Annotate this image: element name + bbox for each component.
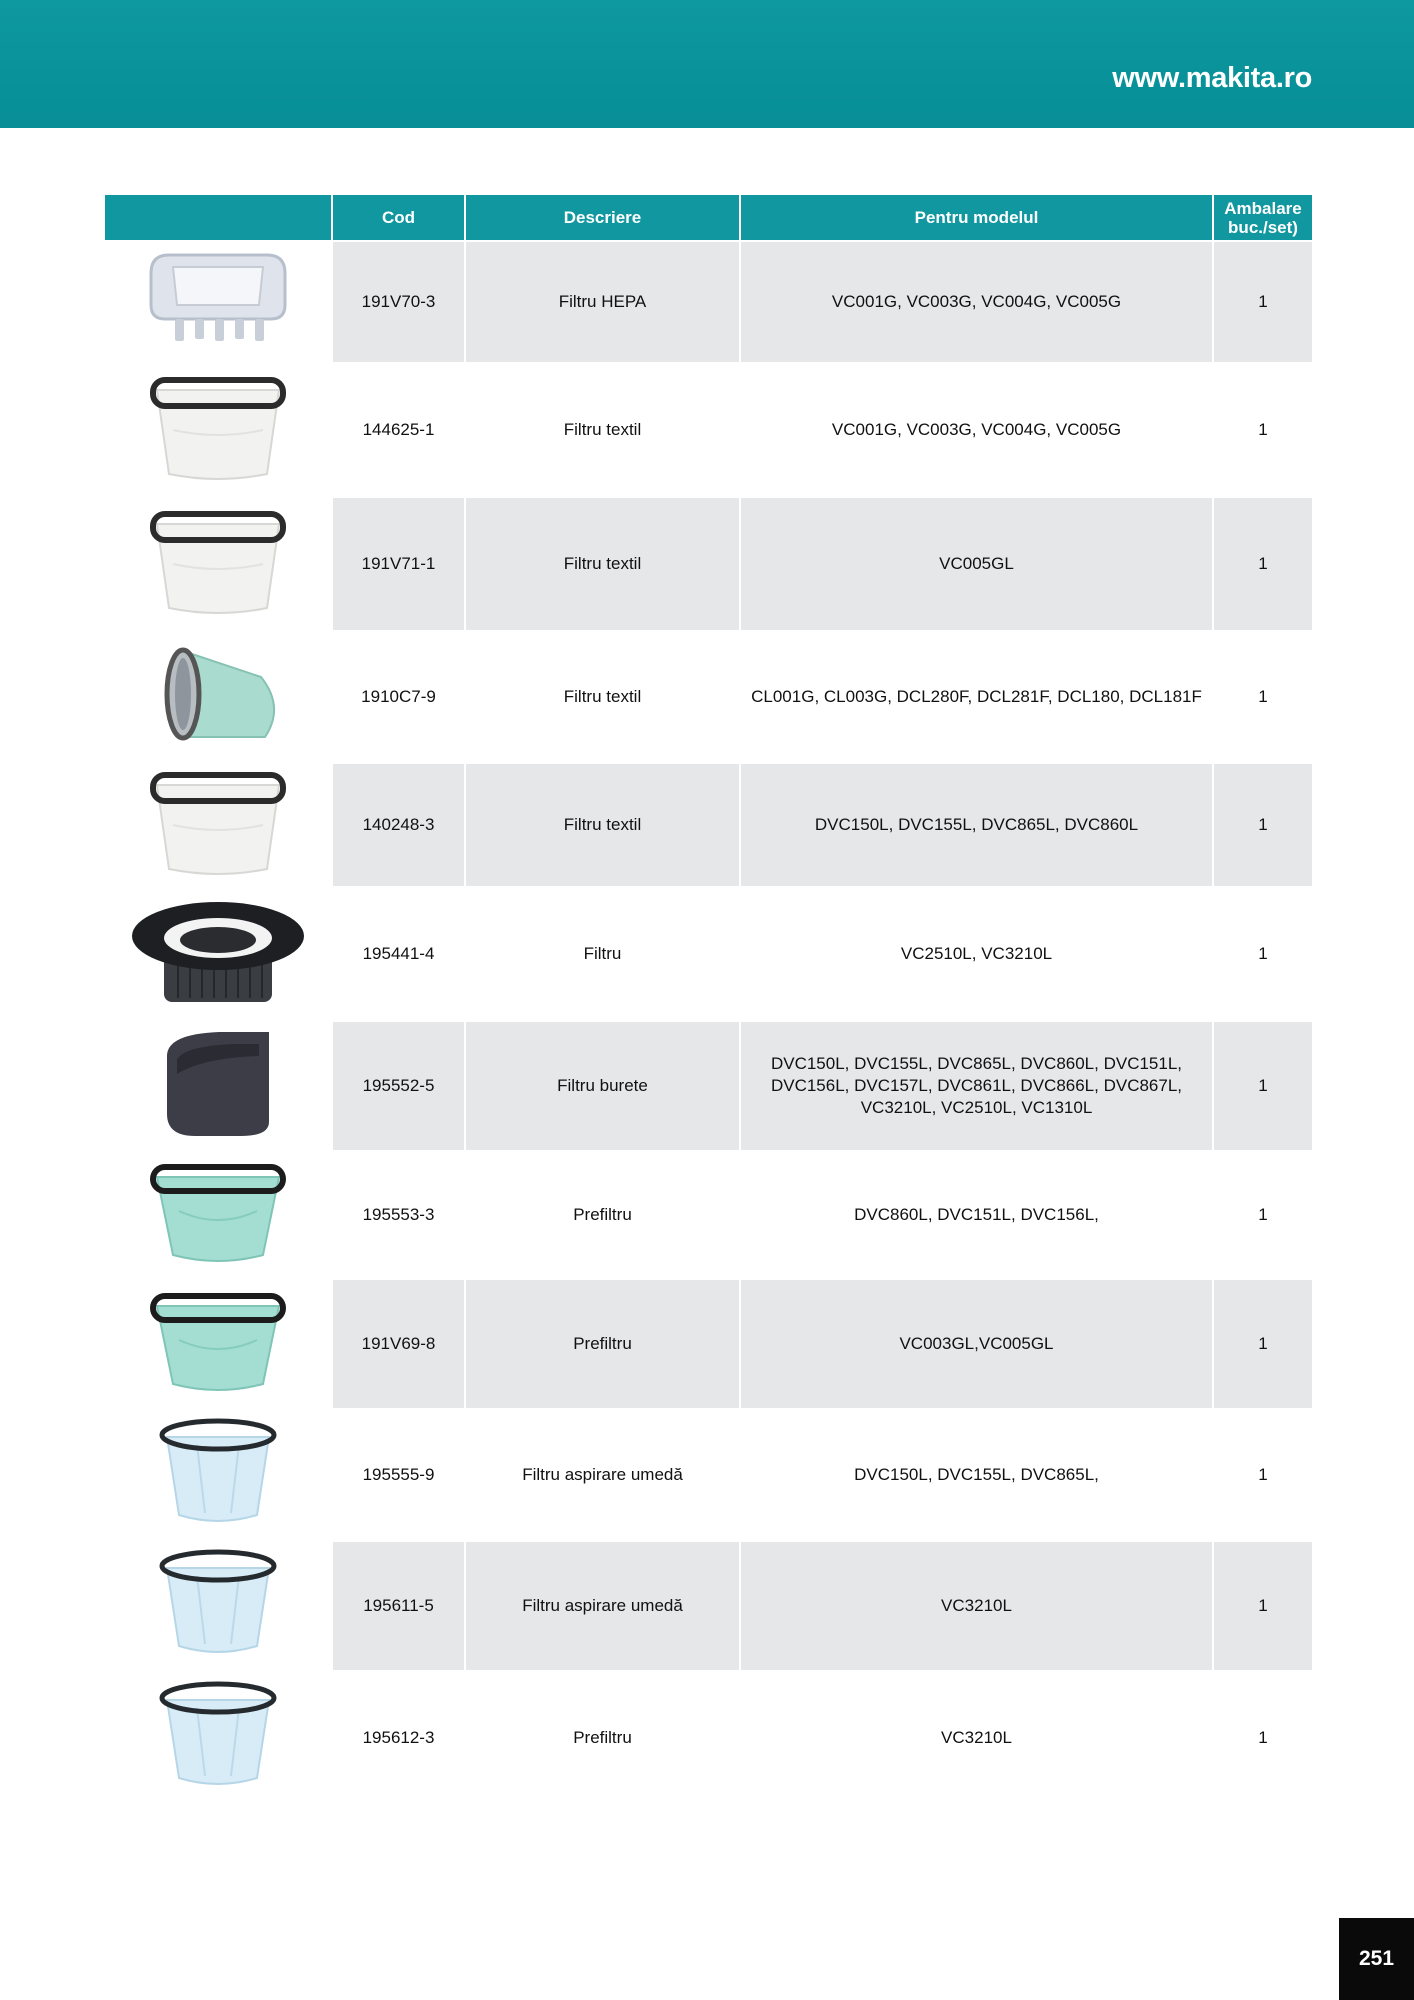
description-cell: Filtru textil	[563, 687, 642, 706]
models-cell: VC2510L, VC3210L	[900, 944, 1053, 963]
pack-cell: 1	[1214, 1022, 1312, 1150]
pack-cell: 1	[1258, 944, 1268, 963]
textile-filter-icon	[143, 765, 293, 885]
pack-cell: 1	[1214, 242, 1312, 362]
header-models: Pentru modelul	[741, 195, 1212, 240]
product-image-cell	[105, 242, 331, 362]
models-cell: VC005GL	[741, 498, 1212, 630]
code-cell: 195612-3	[362, 1728, 435, 1747]
description-cell: Prefiltru	[573, 1205, 632, 1224]
product-image-cell	[105, 1672, 331, 1804]
wet-filter-icon	[153, 1415, 283, 1535]
pack-cell: 1	[1214, 498, 1312, 630]
models-cell: VC001G, VC003G, VC004G, VC005G	[741, 242, 1212, 362]
product-image-cell	[105, 1542, 331, 1670]
models-cell: VC001G, VC003G, VC004G, VC005G	[831, 420, 1122, 439]
product-image-cell	[105, 632, 331, 762]
description-cell: Filtru textil	[466, 764, 739, 886]
code-cell: 191V69-8	[333, 1280, 464, 1408]
code-cell: 195553-3	[362, 1205, 435, 1224]
textile-filter-icon	[143, 370, 293, 490]
product-image-cell	[105, 1022, 331, 1150]
product-image-cell	[105, 888, 331, 1020]
description-cell: Filtru	[583, 944, 622, 963]
code-cell: 1910C7-9	[361, 687, 436, 706]
top-banner	[0, 0, 1414, 128]
cone-textile-filter-icon	[143, 637, 293, 757]
pack-cell: 1	[1258, 420, 1268, 439]
prefilter-icon	[143, 1155, 293, 1275]
product-image-cell	[105, 364, 331, 496]
table-header-row	[105, 195, 1312, 240]
header-description: Descriere	[466, 195, 739, 240]
table-row	[105, 1280, 1312, 1408]
table-row	[105, 364, 1312, 496]
wet-filter-icon	[153, 1678, 283, 1798]
models-cell: DVC150L, DVC155L, DVC865L, DVC860L	[741, 764, 1212, 886]
header-code: Cod	[333, 195, 464, 240]
table-row	[105, 764, 1312, 886]
pack-cell: 1	[1214, 1280, 1312, 1408]
models-cell: VC3210L	[941, 1728, 1012, 1747]
table-row	[105, 1672, 1312, 1804]
code-cell: 195611-5	[333, 1542, 464, 1670]
pack-cell: 1	[1214, 1542, 1312, 1670]
table-row	[105, 1152, 1312, 1278]
header-image	[105, 195, 331, 240]
sponge-filter-icon	[143, 1026, 293, 1146]
product-image-cell	[105, 498, 331, 630]
code-cell: 191V70-3	[333, 242, 464, 362]
code-cell: 195555-9	[362, 1465, 435, 1484]
description-cell: Filtru aspirare umedă	[522, 1465, 683, 1484]
models-cell: CL001G, CL003G, DCL280F, DCL281F, DCL180, DCL181F	[751, 687, 1202, 706]
code-cell: 191V71-1	[333, 498, 464, 630]
product-image-cell	[105, 1410, 331, 1540]
pack-cell: 1	[1258, 1205, 1268, 1224]
pack-cell: 1	[1258, 1465, 1268, 1484]
pack-cell: 1	[1214, 764, 1312, 886]
code-cell: 195552-5	[333, 1022, 464, 1150]
table-row	[105, 1410, 1312, 1540]
description-cell: Filtru aspirare umedă	[466, 1542, 739, 1670]
table-row	[105, 888, 1312, 1020]
table-row	[105, 1022, 1312, 1150]
table-row	[105, 498, 1312, 630]
product-image-cell	[105, 1152, 331, 1278]
models-cell: DVC860L, DVC151L, DVC156L,	[854, 1205, 1099, 1224]
prefilter-icon	[143, 1284, 293, 1404]
page-number: 251	[1339, 1918, 1414, 2000]
models-cell: VC003GL,VC005GL	[741, 1280, 1212, 1408]
header-pack: Ambalare buc./set)	[1214, 195, 1312, 240]
description-cell: Filtru textil	[563, 420, 642, 439]
site-url[interactable]: www.makita.ro	[1112, 62, 1312, 94]
models-cell: DVC150L, DVC155L, DVC865L,	[854, 1465, 1099, 1484]
code-cell: 195441-4	[362, 944, 435, 963]
description-cell: Filtru textil	[466, 498, 739, 630]
description-cell: Prefiltru	[466, 1280, 739, 1408]
description-cell: Prefiltru	[573, 1728, 632, 1747]
product-image-cell	[105, 1280, 331, 1408]
cartridge-filter-icon	[128, 894, 308, 1014]
table-row	[105, 632, 1312, 762]
textile-filter-icon	[143, 504, 293, 624]
table-row	[105, 1542, 1312, 1670]
product-image-cell	[105, 764, 331, 886]
table-row	[105, 242, 1312, 362]
code-cell: 144625-1	[362, 420, 435, 439]
code-cell: 140248-3	[333, 764, 464, 886]
models-cell: DVC150L, DVC155L, DVC865L, DVC860L, DVC151L, DVC156L, DVC157L, DVC861L, DVC866L, DVC867L, VC3210L, VC2510L, VC1310L	[741, 1022, 1212, 1150]
description-cell: Filtru HEPA	[466, 242, 739, 362]
models-cell: VC3210L	[741, 1542, 1212, 1670]
hepa-filter-icon	[133, 247, 303, 357]
pack-cell: 1	[1258, 1728, 1268, 1747]
wet-filter-icon	[153, 1546, 283, 1666]
description-cell: Filtru burete	[466, 1022, 739, 1150]
pack-cell: 1	[1258, 687, 1268, 706]
parts-table	[103, 193, 1314, 1806]
